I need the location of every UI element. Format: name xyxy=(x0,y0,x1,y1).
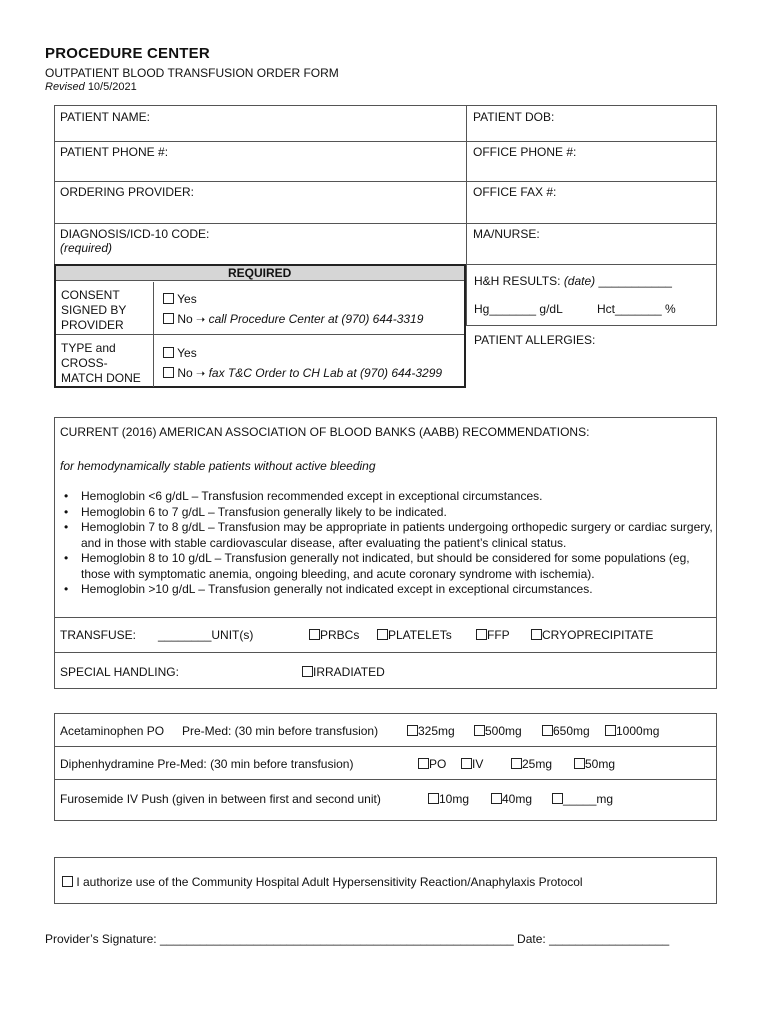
type-no-note: fax T&C Order to CH Lab at (970) 644-3299 xyxy=(208,366,443,380)
patient-dob-field[interactable]: PATIENT DOB: xyxy=(473,110,555,124)
hh-date-blank: ___________ xyxy=(598,274,672,288)
acet-650-checkbox[interactable] xyxy=(542,725,553,736)
cryo-checkbox[interactable] xyxy=(531,629,542,640)
acet-1000-option[interactable] xyxy=(605,724,659,738)
diph-iv-label: IV xyxy=(472,757,484,771)
diagnosis-required-note: (required) xyxy=(60,241,113,255)
diph-25-checkbox[interactable] xyxy=(511,758,522,769)
divider xyxy=(54,141,717,142)
type-crossmatch-label xyxy=(61,341,141,386)
special-handling-label: SPECIAL HANDLING: xyxy=(60,665,179,679)
diph-25-label: 25mg xyxy=(522,757,553,771)
ffp-checkbox[interactable] xyxy=(476,629,487,640)
divider xyxy=(54,746,717,747)
allergies-field[interactable]: PATIENT ALLERGIES: xyxy=(474,333,596,347)
acet-325-checkbox[interactable] xyxy=(407,725,418,736)
type-no-option[interactable] xyxy=(163,366,442,380)
ffp-label: FFP xyxy=(487,628,510,642)
hh-date-label: (date) xyxy=(563,274,596,288)
acetaminophen-timing: Pre-Med: (30 min before transfusion) xyxy=(182,724,379,738)
divider xyxy=(54,617,717,618)
list-item: • Hemoglobin 6 to 7 g/dL – Transfusion generally likely to be indicated. xyxy=(64,505,714,521)
diph-po-checkbox[interactable] xyxy=(418,758,429,769)
platelets-label: PLATELETs xyxy=(388,628,452,642)
signature-row xyxy=(45,932,669,946)
type-no-checkbox[interactable] xyxy=(163,367,174,378)
form-title: PROCEDURE CENTER xyxy=(45,45,210,62)
hct-field[interactable]: Hct_______ % xyxy=(597,302,676,316)
irradiated-checkbox[interactable] xyxy=(302,666,313,677)
patient-name-field[interactable]: PATIENT NAME: xyxy=(60,110,151,124)
diph-50-checkbox[interactable] xyxy=(574,758,585,769)
consent-label-line: CONSENT xyxy=(61,288,120,302)
aabb-context: for hemodynamically stable patients without active bleeding xyxy=(60,459,376,473)
consent-yes-option[interactable] xyxy=(163,292,197,306)
acet-500-label: 500mg xyxy=(485,724,522,738)
aabb-heading: CURRENT (2016) AMERICAN ASSOCIATION OF BLOOD BANKS (AABB) RECOMMENDATIONS: xyxy=(60,425,590,439)
platelets-option[interactable] xyxy=(377,628,452,642)
diagnosis-field[interactable]: DIAGNOSIS/ICD-10 CODE: xyxy=(60,227,210,241)
furo-40-option[interactable] xyxy=(491,792,532,806)
type-yes-checkbox[interactable] xyxy=(163,347,174,358)
furo-10-label: 10mg xyxy=(439,792,470,806)
irradiated-label: IRRADIATED xyxy=(313,665,385,679)
authorization-option[interactable] xyxy=(62,875,583,889)
furo-other-checkbox[interactable] xyxy=(552,793,563,804)
cryo-option[interactable] xyxy=(531,628,653,642)
acet-500-option[interactable] xyxy=(474,724,522,738)
prbcs-label: PRBCs xyxy=(320,628,360,642)
office-phone-field[interactable]: OFFICE PHONE #: xyxy=(473,145,577,159)
type-no-label: No xyxy=(177,366,193,380)
consent-no-note: call Procedure Center at (970) 644-3319 xyxy=(208,312,424,326)
acet-325-option[interactable] xyxy=(407,724,455,738)
revision-note xyxy=(45,81,137,93)
type-label-line: TYPE and xyxy=(61,341,116,355)
diph-iv-option[interactable] xyxy=(461,757,483,771)
list-item: • Hemoglobin <6 g/dL – Transfusion recommended except in exceptional circumstances. xyxy=(64,489,714,505)
divider xyxy=(54,223,717,224)
consent-no-label: No xyxy=(177,312,193,326)
consent-no-checkbox[interactable] xyxy=(163,313,174,324)
hh-results-label: H&H RESULTS: xyxy=(474,274,561,288)
aabb-recommendation-list xyxy=(64,489,714,598)
furo-other-field[interactable]: _____mg xyxy=(563,792,614,806)
form-subtitle: OUTPATIENT BLOOD TRANSFUSION ORDER FORM xyxy=(45,66,339,80)
diph-iv-checkbox[interactable] xyxy=(461,758,472,769)
diph-50-label: 50mg xyxy=(585,757,616,771)
authorization-checkbox[interactable] xyxy=(62,876,73,887)
list-item: • Hemoglobin 7 to 8 g/dL – Transfusion may be appropriate in patients undergoing orthopedic surgery or cardiac surgery, and in those with stable cardiovascular disease, after evaluating the patient’s clinical status. xyxy=(64,520,714,551)
furo-10-checkbox[interactable] xyxy=(428,793,439,804)
acet-650-option[interactable] xyxy=(542,724,590,738)
acet-500-checkbox[interactable] xyxy=(474,725,485,736)
divider xyxy=(54,181,717,182)
cryo-label: CRYOPRECIPITATE xyxy=(542,628,654,642)
prbcs-checkbox[interactable] xyxy=(309,629,320,640)
required-heading: REQUIRED xyxy=(228,266,292,280)
transfuse-label: TRANSFUSE: xyxy=(60,628,137,642)
diph-50-option[interactable] xyxy=(574,757,615,771)
acet-1000-label: 1000mg xyxy=(616,724,660,738)
type-yes-option[interactable] xyxy=(163,346,197,360)
divider xyxy=(466,105,467,265)
acet-1000-checkbox[interactable] xyxy=(605,725,616,736)
acetaminophen-label: Acetaminophen PO xyxy=(60,724,165,738)
revised-label: Revised xyxy=(45,81,85,93)
arrow-right-icon: ➝ xyxy=(196,368,206,380)
consent-label xyxy=(61,288,126,333)
patient-phone-field[interactable]: PATIENT PHONE #: xyxy=(60,145,169,159)
furo-40-label: 40mg xyxy=(502,792,533,806)
divider xyxy=(56,334,464,335)
diphenhydramine-label: Diphenhydramine Pre-Med: (30 min before transfusion) xyxy=(60,757,354,771)
hg-field[interactable]: Hg_______ g/dL xyxy=(474,302,563,316)
acet-650-label: 650mg xyxy=(553,724,590,738)
type-label-line: MATCH DONE xyxy=(61,371,141,385)
consent-yes-checkbox[interactable] xyxy=(163,293,174,304)
ffp-option[interactable] xyxy=(476,628,510,642)
signature-field[interactable]: _____________________________________________________ xyxy=(159,932,514,946)
type-label-line: CROSS- xyxy=(61,356,108,370)
diph-25-option[interactable] xyxy=(511,757,552,771)
office-fax-field[interactable]: OFFICE FAX #: xyxy=(473,185,557,199)
authorization-text: I authorize use of the Community Hospital Adult Hypersensitivity Reaction/Anaphylaxis Protocol xyxy=(76,875,583,889)
type-yes-label: Yes xyxy=(177,346,197,360)
furo-10-option[interactable] xyxy=(428,792,469,806)
signature-label: Provider’s Signature: xyxy=(45,932,157,946)
furosemide-label: Furosemide IV Push (given in between first and second unit) xyxy=(60,792,381,806)
ma-nurse-field[interactable]: MA/NURSE: xyxy=(473,227,540,241)
consent-no-option[interactable] xyxy=(163,312,423,326)
consent-yes-label: Yes xyxy=(177,292,197,306)
divider xyxy=(54,652,717,653)
list-item: • Hemoglobin >10 g/dL – Transfusion generally not indicated except in exceptional circumstances. xyxy=(64,582,714,598)
platelets-checkbox[interactable] xyxy=(377,629,388,640)
hh-results-field[interactable] xyxy=(474,274,672,288)
list-item: • Hemoglobin 8 to 10 g/dL – Transfusion generally not indicated, but should be considered for some populations (eg, those with symptomatic anemia, ongoing bleeding, and acute coronary syndrome with ischemia). xyxy=(64,551,714,582)
diph-po-option[interactable] xyxy=(418,757,446,771)
consent-label-line: SIGNED BY xyxy=(61,303,127,317)
furo-other-option[interactable] xyxy=(552,792,613,806)
date-label: Date: xyxy=(517,932,546,946)
divider xyxy=(54,779,717,780)
revised-date: 10/5/2021 xyxy=(87,81,137,93)
ordering-provider-field[interactable]: ORDERING PROVIDER: xyxy=(60,185,195,199)
consent-label-line: PROVIDER xyxy=(61,318,124,332)
furo-40-checkbox[interactable] xyxy=(491,793,502,804)
transfuse-units-field[interactable]: ________UNIT(s) xyxy=(158,628,254,642)
irradiated-option[interactable] xyxy=(302,665,385,679)
arrow-right-icon: ➝ xyxy=(196,314,206,326)
prbcs-option[interactable] xyxy=(309,628,359,642)
acet-325-label: 325mg xyxy=(418,724,455,738)
date-field[interactable]: __________________ xyxy=(549,932,670,946)
diph-po-label: PO xyxy=(429,757,447,771)
